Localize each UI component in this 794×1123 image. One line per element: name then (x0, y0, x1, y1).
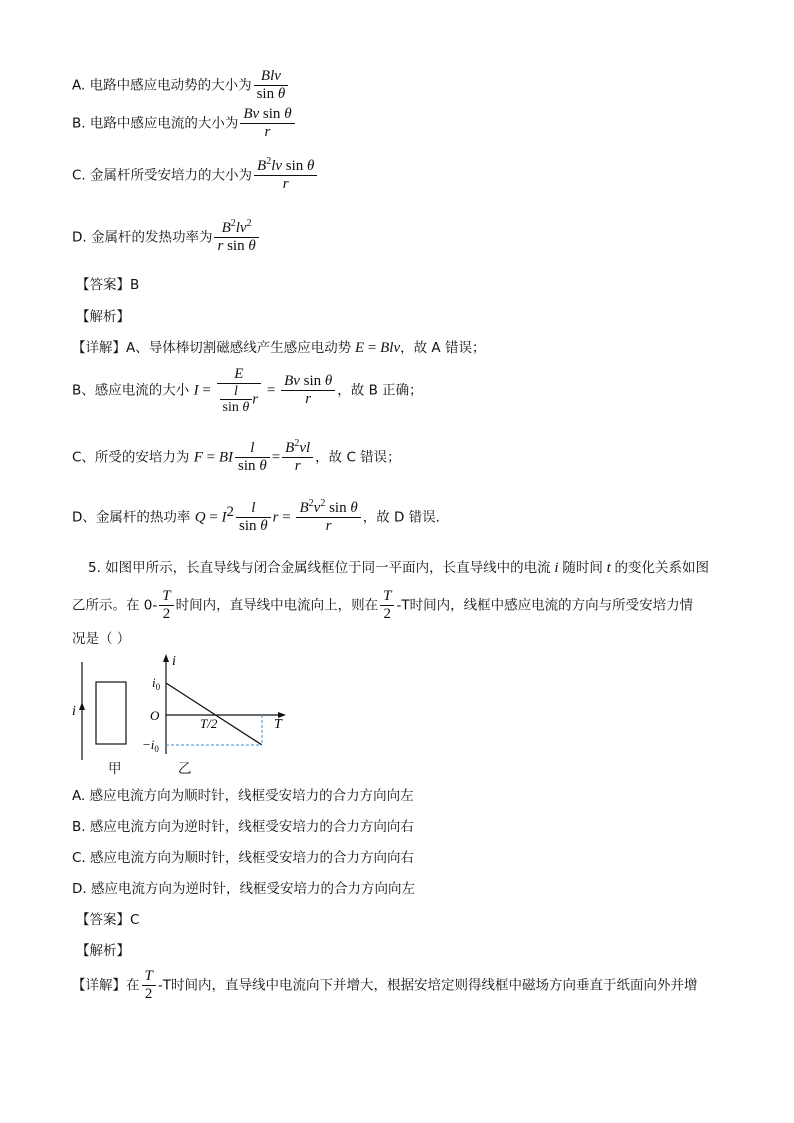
i0-label: $i_0$ (152, 675, 161, 692)
q5-option-b: B. 感应电流方向为逆时针，线框受安培力的合力方向向右 (72, 819, 414, 835)
q5-option-c: C. 感应电流方向为顺时针，线框受安培力的合力方向向右 (72, 850, 415, 866)
q5-detail-line: 【详解】在 $\frac{T}{2}$ -T时间内，直导线中电流向下并增大，根据安培定则得线框中磁场方向垂直于纸面向外并增 (72, 968, 698, 1002)
q5-option-a: A. 感应电流方向为顺时针，线框受安培力的合力方向向左 (72, 788, 414, 804)
i-axis-arrow-icon (163, 654, 169, 662)
detail-line-d: D、金属杆的热功率 $Q = I^2$ $\frac{l}{\text{sin θ}}$ r = $\frac{B^2v^2 \sin \theta}{r}$ ，故 D 错误. (72, 498, 440, 534)
current-graph-line (166, 683, 262, 745)
metal-frame (96, 682, 126, 744)
figure-jia-label: 甲 (108, 761, 122, 777)
i-axis-label: i (172, 654, 176, 669)
formula-c: $\frac{B^2lv \sin \theta}{r}$ (254, 158, 317, 193)
q5-line2: 乙所示。在 0- $\frac{T}{2}$ 时间内，直导线中电流向上，则在 $\frac{T}{2}$ -T时间内，线框中感应电流的方向与所受安培力情 (72, 588, 694, 622)
current-arrow-icon (79, 702, 85, 710)
detail-line-b: B、感应电流的大小 I = E $\frac{l}{\text{sin θ}}$ r = $\frac{\text{Bv sin θ}}{r}$ ，故 B 正确； (72, 366, 423, 415)
option-d: D. 金属杆的发热功率为 $\frac{B^2lv^2}{\text{r sin θ}}$ (72, 220, 261, 255)
q4-analysis-label: 【解析】 (76, 309, 130, 325)
figure-jia (68, 660, 138, 780)
neg-i0-label: $-i_0$ (142, 737, 159, 754)
t-axis-label: T (274, 717, 282, 732)
q5-line3: 况是（ ） (72, 631, 131, 647)
detail-line-a: 【详解】A、导体棒切割磁感线产生感应电动势 E = Blv，故 A 错误； (72, 340, 486, 356)
q5-answer: 【答案】C (76, 912, 140, 928)
option-c: C. 金属杆所受安培力的大小为 $\frac{B^2lv \sin \theta}{r}$ (72, 158, 319, 193)
formula-b: $\frac{\text{Bv sin θ}}{r}$ (240, 106, 294, 141)
q5-analysis-label: 【解析】 (76, 943, 130, 959)
current-label: i (72, 704, 76, 719)
q4-answer: 【答案】B (76, 277, 140, 293)
figure-yi-label: 乙 (178, 761, 192, 777)
q5-line1: 5. 如图甲所示，长直导线与闭合金属线框位于同一平面内，长直导线中的电流 i 随时间 t 的变化关系如图 (88, 560, 710, 576)
q5-option-d: D. 感应电流方向为逆时针，线框受安培力的合力方向向左 (72, 881, 415, 897)
origin-label: O (150, 708, 160, 723)
detail-line-c: C、所受的安培力为 F = BI $\frac{l}{\text{sin θ}}$ = $\frac{B^2vl}{r}$ ，故 C 错误； (72, 438, 401, 474)
half-period-label: T/2 (200, 716, 218, 731)
option-b: B. 电路中感应电流的大小为 $\frac{\text{Bv sin θ}}{r}$ (72, 106, 297, 141)
option-a: A. 电路中感应电动势的大小为 $\frac{\text{Blv}}{\text{sin θ}}$ (72, 68, 290, 103)
formula-a: $\frac{\text{Blv}}{\text{sin θ}}$ (254, 68, 289, 103)
formula-d: $\frac{B^2lv^2}{\text{r sin θ}}$ (214, 220, 258, 255)
figure-yi (138, 652, 298, 756)
